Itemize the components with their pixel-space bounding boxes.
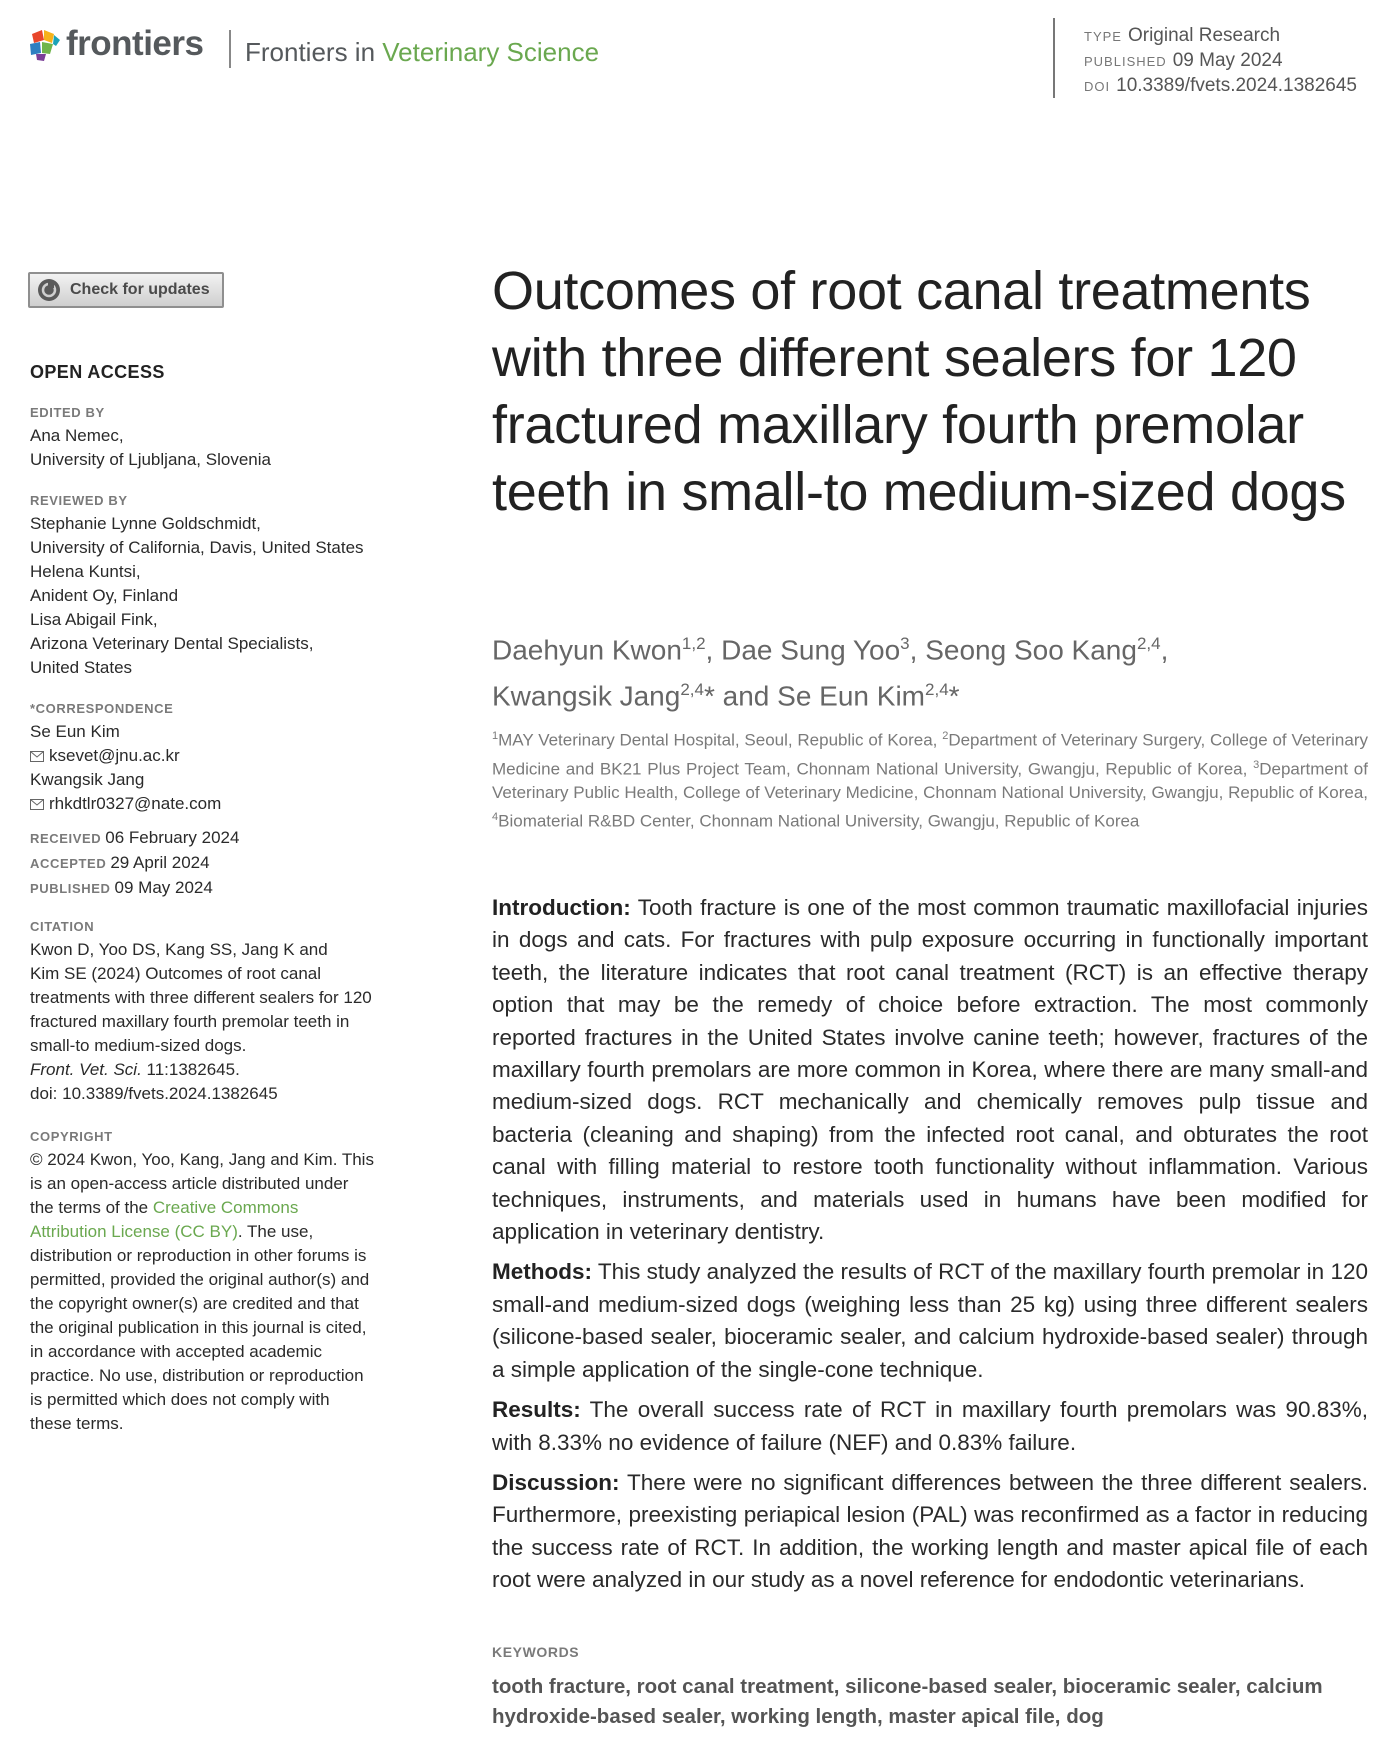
section-label: Discussion: [492, 1469, 620, 1495]
reviewer-line: United States [30, 658, 133, 677]
type-key: TYPE [1084, 29, 1122, 44]
copyright-line: practice. No use, distribution or reproduction [30, 1366, 364, 1385]
affiliation-text: Biomaterial R&BD Center, Chonnam National University, Gwangju, Republic of Korea [498, 811, 1140, 831]
affiliation-sup: 2,4 [1136, 634, 1161, 653]
reviewer-line: Helena Kuntsi, [30, 562, 141, 581]
citation-line: Kim SE (2024) Outcomes of root canal [30, 964, 322, 983]
dates-section [30, 826, 430, 901]
author-name[interactable]: * and Se Eun Kim [703, 680, 926, 712]
abstract-results [492, 1394, 1368, 1459]
citation-line: treatments with three different sealers for 120 [30, 988, 372, 1007]
citation-journal: Front. Vet. Sci. [30, 1060, 142, 1079]
author-name[interactable]: Daehyun Kwon [492, 634, 682, 666]
author-name[interactable]: Kwangsik Jang [492, 680, 681, 712]
published-value: 09 May 2024 [114, 878, 213, 897]
article-title: Outcomes of root canal treatments with three different sealers for 120 fractured maxillary fourth premolar teeth in small-to medium-sized dogs [492, 261, 1346, 522]
abstract-introduction [492, 892, 1368, 1248]
journal-name[interactable] [245, 36, 599, 68]
affiliation-sup: 2,4 [925, 680, 949, 700]
section-text: The overall success rate of RCT in maxillary fourth premolars was 90.83%, with 8.33% no evidence of failure (NEF) and 0.83% failure. [492, 1397, 1368, 1455]
correspondent-name: Kwangsik Jang [30, 770, 145, 789]
meta-divider [1053, 18, 1055, 98]
affiliation-number: 2 [942, 730, 949, 742]
published-key: PUBLISHED [1084, 54, 1167, 69]
section-label: Introduction: [492, 895, 631, 920]
brand-name: frontiers [66, 24, 204, 63]
email-row[interactable] [30, 744, 430, 768]
copyright-line: in accordance with accepted academic [30, 1342, 322, 1361]
license-link[interactable]: Attribution License (CC BY) [30, 1222, 238, 1241]
type-value: Original Research [1127, 25, 1281, 46]
affiliation-text: Department of Veterinary Surgery, College of Veterinary Medicine and BK21 Plus Project Team, Chonnam National University, Gwangju, Republic of Korea, [492, 730, 1368, 779]
affiliations [492, 724, 1368, 834]
section-label: Results: [492, 1397, 581, 1423]
reviewer-line: Arizona Veterinary Dental Specialists, [30, 634, 314, 653]
journal-section: Veterinary Science [382, 37, 600, 67]
check-for-updates-button[interactable] [28, 272, 224, 308]
author-list [492, 624, 1372, 717]
email-row[interactable] [30, 792, 430, 816]
reviewed-by-section [30, 492, 430, 680]
doi-value[interactable]: 10.3389/fvets.2024.1382645 [1116, 75, 1358, 96]
received-value: 06 February 2024 [105, 828, 240, 847]
frontiers-logo[interactable] [28, 26, 203, 62]
affiliation-number: 4 [492, 811, 499, 824]
correspondence-heading: *CORRESPONDENCE [30, 701, 174, 716]
affiliation-sup: 3 [900, 634, 910, 653]
accepted-key: ACCEPTED [30, 856, 107, 871]
affiliation-text: Department of Veterinary Public Health, College of Veterinary Medicine, Chonnam National University, Gwangju, Republic of Korea, [492, 759, 1368, 803]
keywords-heading: KEYWORDS [492, 1644, 580, 1660]
published-key: PUBLISHED [30, 881, 111, 896]
copyright-line: distribution or reproduction in other forums is [30, 1246, 367, 1265]
corresponding-mark: * [948, 680, 960, 712]
keywords-list: tooth fracture, root canal treatment, silicone-based sealer, bioceramic sealer, calcium hydroxide-based sealer, working length, master apical file, dog [492, 1675, 1323, 1728]
envelope-icon [30, 751, 44, 762]
check-for-updates-label: Check for updates [70, 281, 210, 298]
copyright-line: the original publication in this journal is cited, [30, 1318, 367, 1337]
received-key: RECEIVED [30, 831, 102, 846]
editor-line: University of Ljubljana, Slovenia [30, 450, 271, 469]
refresh-icon [36, 277, 62, 303]
copyright-line: these terms. [30, 1414, 124, 1433]
citation-heading: CITATION [30, 919, 95, 934]
article-meta [1084, 24, 1357, 99]
citation-doi[interactable]: doi: 10.3389/fvets.2024.1382645 [30, 1084, 278, 1103]
doi-key: DOI [1084, 79, 1111, 94]
open-access-label: OPEN ACCESS [30, 362, 165, 382]
affiliation-text: MAY Veterinary Dental Hospital, Seoul, Republic of Korea, [498, 730, 943, 750]
copyright-line: © 2024 Kwon, Yoo, Kang, Jang and Kim. This [30, 1150, 374, 1169]
affiliation-sup: 1,2 [681, 634, 706, 653]
affiliation-number: 1 [492, 730, 499, 742]
citation-volume: 11:1382645. [141, 1060, 240, 1079]
author-name[interactable]: , Dae Sung Yoo [705, 634, 901, 666]
correspondence-section [30, 700, 430, 816]
copyright-section [30, 1128, 430, 1436]
reviewer-line: Stephanie Lynne Goldschmidt, [30, 514, 261, 533]
email-link[interactable]: rhkdtlr0327@nate.com [49, 794, 222, 813]
citation-line: fractured maxillary fourth premolar teeth in [30, 1012, 350, 1031]
affiliation-number: 3 [1253, 758, 1260, 771]
author-name[interactable]: , Seong Soo Kang [909, 634, 1137, 666]
reviewer-line: University of California, Davis, United States [30, 538, 364, 557]
copyright-line: . The use, [237, 1222, 314, 1241]
section-label: Methods: [492, 1259, 592, 1285]
section-text: This study analyzed the results of RCT of the maxillary fourth premolar in 120 small-and medium-sized dogs (weighing less than 25 kg) using three different sealers (silicone-based sealer, bioceramic sealer, and calcium hydroxide-based sealer) through a simple application of the single-cone technique. [492, 1259, 1368, 1382]
frontiers-logo-icon [28, 26, 62, 62]
edited-by-heading: EDITED BY [30, 405, 105, 420]
reviewed-by-heading: REVIEWED BY [30, 493, 128, 508]
affiliation-sup: 2,4 [680, 680, 704, 700]
journal-prefix: Frontiers in [245, 37, 383, 67]
accepted-value: 29 April 2024 [110, 853, 210, 872]
copyright-heading: COPYRIGHT [30, 1129, 113, 1144]
copyright-line: is an open-access article distributed under [30, 1174, 349, 1193]
envelope-icon [30, 799, 44, 810]
citation-line: small-to medium-sized dogs. [30, 1036, 247, 1055]
published-value: 09 May 2024 [1172, 50, 1283, 71]
header-divider [229, 30, 231, 68]
abstract [492, 892, 1368, 1605]
copyright-line: permitted, provided the original author(s) and [30, 1270, 370, 1289]
copyright-line: is permitted which does not comply with [30, 1390, 330, 1409]
correspondent-name: Se Eun Kim [30, 722, 120, 741]
section-text: There were no significant differences between the three different sealers. Furthermore, preexisting periapical lesion (PAL) was reconfirmed as a factor in reducing the success rate of RCT. In addition, the working length and master apical file of each root were analyzed in our study as a novel reference for endodontic veterinarians. [492, 1469, 1368, 1593]
copyright-line: the terms of the [30, 1198, 153, 1217]
abstract-methods [492, 1256, 1368, 1386]
reviewer-line: Lisa Abigail Fink, [30, 610, 158, 629]
editor-line: Ana Nemec, [30, 426, 124, 445]
abstract-discussion [492, 1467, 1368, 1597]
citation-section [30, 918, 430, 1106]
copyright-line: the copyright owner(s) are credited and that [30, 1294, 359, 1313]
edited-by-section [30, 404, 430, 472]
citation-line: Kwon D, Yoo DS, Kang SS, Jang K and [30, 940, 328, 959]
author-separator: , [1160, 634, 1169, 666]
license-link[interactable]: Creative Commons [152, 1198, 299, 1217]
reviewer-line: Anident Oy, Finland [30, 586, 179, 605]
email-link[interactable]: ksevet@jnu.ac.kr [49, 746, 180, 765]
section-text: Tooth fracture is one of the most common traumatic maxillofacial injuries in dogs and cats. For fractures with pulp exposure occurring in functionally important teeth, the literature indicates that root canal treatment (RCT) is an effective therapy option that may be the remedy of choice before extraction. The most commonly reported fractures in the United States involve canine teeth; however, fractures of the maxillary fourth premolars are more common in Korea, where there are many small-and medium-sized dogs. RCT mechanically and chemically removes pulp tissue and bacteria (cleaning and shaping) from the infected root canal, and obturates the root canal with filling material to restore tooth functionality without inflammation. Various techniques, instruments, and materials used in humans have been modified for application in veterinary dentistry. [492, 895, 1368, 1245]
